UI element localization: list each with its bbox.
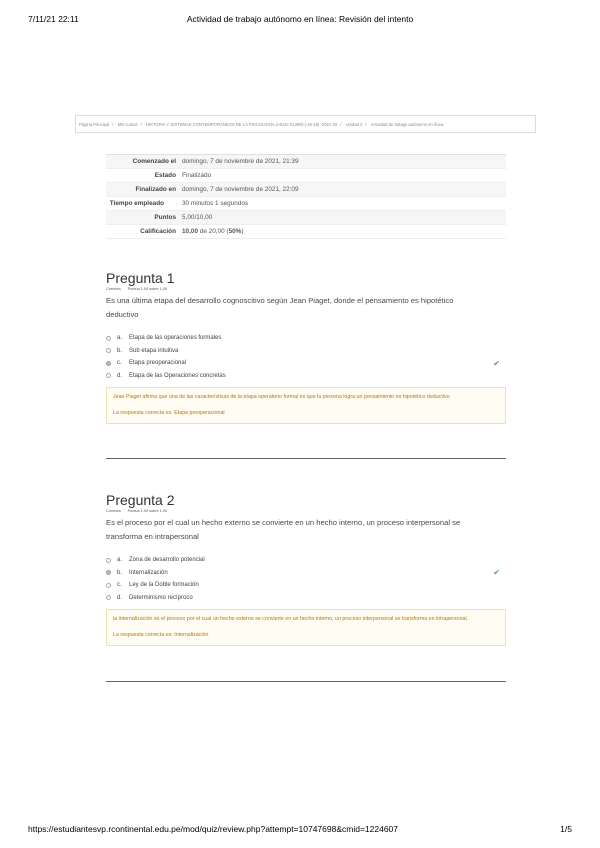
- correct-answer: La respuesta correcta es: Internalización: [113, 632, 209, 638]
- question-status: Correcta: [106, 287, 121, 291]
- question-info: [106, 509, 506, 513]
- question-title: Pregunta 2: [106, 492, 175, 508]
- print-page-number: 1/5: [560, 824, 572, 834]
- print-url: https://estudiantesvp.rcontinental.edu.pe/mod/quiz/review.php?attempt=10747698&cmid=1224607: [28, 824, 399, 834]
- general-feedback: Jean Piaget afirma que una de las características de la etapa operatorio formal es que la persona logra un pensamiento es hipotético deductivo: [113, 394, 450, 400]
- correct-answer: La respuesta correcta es: Etapa preoperacional: [113, 410, 225, 416]
- question-divider: [106, 681, 506, 682]
- answer-options: [106, 332, 506, 382]
- feedback-box: [106, 609, 506, 646]
- question-score: Puntúa 1,00 sobre 1,00: [127, 509, 168, 513]
- radio-button[interactable]: [106, 583, 111, 588]
- option-b[interactable]: b. Internalización ✔: [106, 567, 506, 580]
- summary-row-state: Estado Finalizado: [106, 169, 506, 183]
- option-d[interactable]: d. Determinismo recíproco: [106, 592, 506, 605]
- radio-button[interactable]: [106, 336, 111, 341]
- summary-row-time: Tiempo empleado 30 minutos 1 segundos: [106, 197, 506, 211]
- breadcrumb-unit[interactable]: Unidad 3: [345, 122, 363, 127]
- summary-row-started: Comenzado el domingo, 7 de noviembre de 2021, 21:39: [106, 155, 506, 169]
- breadcrumb-home[interactable]: Página Principal: [79, 122, 110, 127]
- print-header: [28, 14, 572, 24]
- question-info: [106, 287, 506, 291]
- breadcrumb-course[interactable]: HISTORIA Y SISTEMAS CONTEMPORÁNEOS DE LA PSICOLOGÍA (ASUC-01399)-(-18-19) -2021-20: [145, 122, 338, 127]
- radio-button-selected[interactable]: [106, 570, 111, 575]
- option-a[interactable]: a. Etapa de las operaciones formales: [106, 332, 506, 345]
- question-text: Es el proceso por el cual un hecho externo se convierte en un hecho interno, un proceso interpersonal se transforma en intrapersonal: [106, 518, 461, 541]
- summary-row-finished: Finalizado en domingo, 7 de noviembre de 2021, 22:09: [106, 183, 506, 197]
- correct-check-icon: ✔: [493, 358, 500, 368]
- question-text: Es una última etapa del desarrollo cognoscitivo según Jean Piaget, donde el pensamiento es hipotético deductivo: [106, 296, 454, 319]
- breadcrumb: Página Principal / Mis cursos / HISTORIA Y SISTEMAS CONTEMPORÁNEOS DE LA PSICOLOGÍA (ASUC-01399)-(-18-19) -2021-20 / Unidad 3 / Actividad de trabajo autónomo en línea: [75, 115, 536, 133]
- print-title: Actividad de trabajo autónomo en línea: Revisión del intento: [186, 14, 414, 24]
- radio-button[interactable]: [106, 595, 111, 600]
- answer-options: [106, 554, 506, 604]
- breadcrumb-my-courses[interactable]: Mis cursos: [117, 122, 138, 127]
- option-c[interactable]: c. Ley de la Doble formación: [106, 579, 506, 592]
- attempt-summary-table: [106, 154, 506, 239]
- question-score: Puntúa 1,00 sobre 1,00: [127, 287, 168, 291]
- option-c[interactable]: c. Etapa preoperacional ✔: [106, 357, 506, 370]
- question-status: Correcta: [106, 509, 121, 513]
- feedback-box: [106, 387, 506, 424]
- radio-button-selected[interactable]: [106, 361, 111, 366]
- option-b[interactable]: b. Sub etapa intuitiva: [106, 345, 506, 358]
- general-feedback: la internalización es el proceso por el cual un hecho externo se convierte en un hecho interno, un proceso interpersonal se transforma en intrapersonal.: [113, 616, 469, 622]
- print-footer: [28, 824, 572, 834]
- option-a[interactable]: a. Zona de desarrollo potencial: [106, 554, 506, 567]
- correct-check-icon: ✔: [493, 568, 500, 578]
- radio-button[interactable]: [106, 558, 111, 563]
- print-datetime: 7/11/21 22:11: [28, 14, 79, 24]
- question-divider: [106, 458, 506, 459]
- question-2: [106, 492, 506, 646]
- summary-row-grade: Calificación 10,00 de 20,00 (50%): [106, 225, 506, 239]
- breadcrumb-activity[interactable]: Actividad de trabajo autónomo en línea: [370, 122, 444, 127]
- summary-row-points: Puntos 5,00/10,00: [106, 211, 506, 225]
- radio-button[interactable]: [106, 373, 111, 378]
- radio-button[interactable]: [106, 348, 111, 353]
- question-title: Pregunta 1: [106, 270, 175, 286]
- option-d[interactable]: d. Etapa de las Operaciones concretas: [106, 370, 506, 383]
- question-1: [106, 270, 506, 424]
